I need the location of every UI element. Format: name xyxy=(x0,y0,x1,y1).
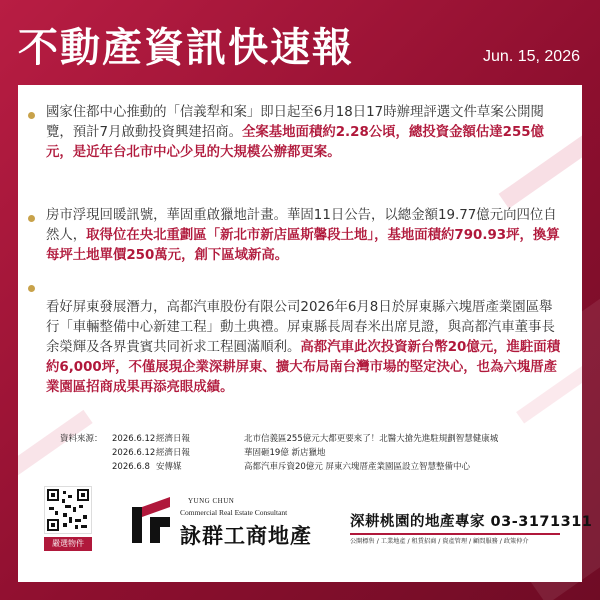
content-card xyxy=(18,85,582,582)
news-item-3 xyxy=(46,298,562,398)
news-highlight: 取得位在央北重劃區「新北市新店區斯馨段土地」，基地面積約790.93坪，換算每坪土地單價250萬元，創下區域新高。 xyxy=(46,228,560,263)
news-text: 國家住都中心推動的「信義犁和案」即日起至6月18日17時辦理評選文件草案公開閱覽，預計7月啟動投資興建招商。 xyxy=(46,105,544,140)
news-item-2 xyxy=(46,206,562,266)
sources-label: 資料來源： xyxy=(60,434,103,444)
sources-block xyxy=(60,432,574,474)
source-title: 華固砸19億 新店獵地 xyxy=(244,448,326,458)
company-name-en: YUNG CHUN xyxy=(188,497,235,505)
news-item-1 xyxy=(46,103,562,163)
source-row xyxy=(60,446,574,460)
company-logo-icon xyxy=(130,493,172,545)
qr-code[interactable] xyxy=(44,486,92,534)
news-text: 看好屏東發展潛力，高都汽車股份有限公司2026年6月8日於屏東縣六塊厝產業園區舉行「車輛整備中心新建工程」動土典禮。屏東縣長周春米出席見證，與高都汽車董事長余榮輝及各界貴賓共同祈求工程圓滿順利。 xyxy=(46,300,555,355)
source-publisher: 經濟日報 xyxy=(156,448,191,458)
bullet-icon xyxy=(28,112,35,119)
bullet-icon xyxy=(28,215,35,222)
services-list: 公開標售 / 工業地產 / 租賃招商 / 資產管理 / 顧問服務 / 政策仲介 xyxy=(350,533,560,547)
source-date: 2026.6.8 xyxy=(112,462,150,472)
qr-label: 嚴選物件 xyxy=(44,537,92,551)
news-highlight: 全案基地面積約2.28公頃，總投資金額估達255億元，是近年台北市中心少見的大規模公辦都更案。 xyxy=(46,125,545,160)
page-title: 不動產資訊快速報 xyxy=(18,24,354,71)
source-date: 2026.6.12 xyxy=(112,448,156,458)
source-title: 北市信義區255億元大都更要來了！北醫大搶先進駐規劃智慧健康城 xyxy=(244,434,499,444)
qr-code-icon xyxy=(45,487,91,533)
company-tagline-en: Commercial Real Estate Consultant xyxy=(180,508,288,517)
source-row xyxy=(60,432,574,446)
news-highlight: 高都汽車此次投資新台幣20億元，進駐面積約6,000坪，不僅展現企業深耕屏東、擴大布局南台灣市場的堅定決心，也為六塊厝產業園區招商成果再添亮眼成績。 xyxy=(46,340,561,395)
source-publisher: 安傳媒 xyxy=(156,462,182,472)
source-publisher: 經濟日報 xyxy=(156,434,191,444)
bullet-icon xyxy=(28,285,35,292)
source-title: 高都汽車斥資20億元 屏東六塊厝產業園區設立智慧整備中心 xyxy=(244,462,471,472)
news-text: 房市浮現回暖訊號，華固重啟獵地計畫。華固11日公告，以總金額19.77億元向四位自然人， xyxy=(46,208,557,243)
source-date: 2026.6.12 xyxy=(112,434,156,444)
source-row xyxy=(60,460,574,474)
issue-date: Jun. 15, 2026 xyxy=(483,48,580,65)
slogan-phone: 深耕桃園的地產專家 03-3171311 xyxy=(350,514,593,530)
company-name-zh: 詠群工商地產 xyxy=(180,523,312,548)
